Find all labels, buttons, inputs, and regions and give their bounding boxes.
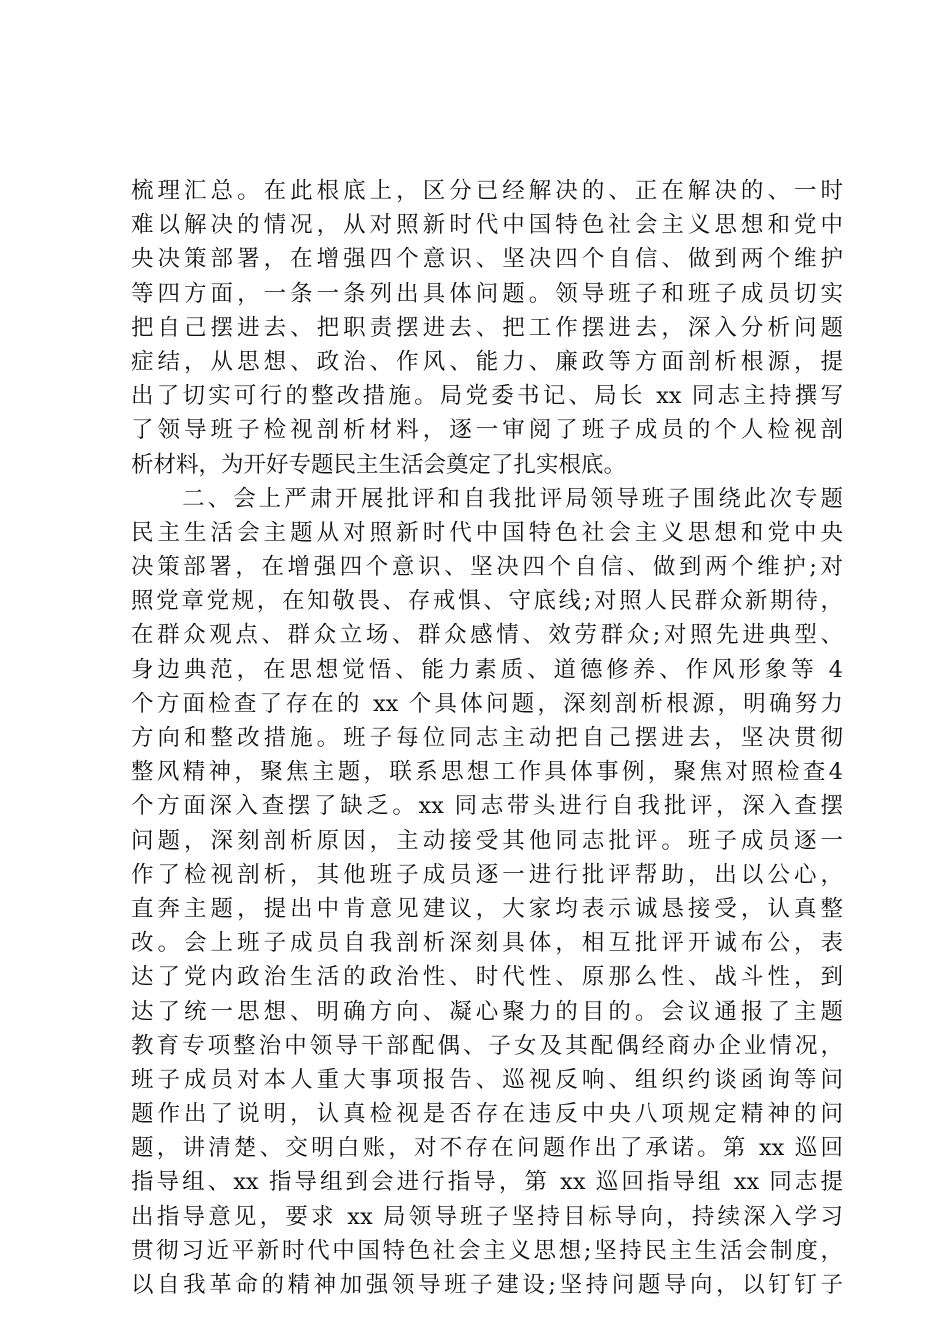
text-line: 达了党内政治生活的政治性、时代性、原那么性、战斗性，到 — [131, 964, 843, 991]
text-line: 直奔主题，提出中肯意见建议，大家均表示诚恳接受，认真整 — [131, 895, 843, 922]
text-line: 问题，深刻剖析原因，主动接受其他同志批评。班子成员逐一 — [131, 827, 843, 854]
text-line: 教育专项整治中领导干部配偶、子女及其配偶经商办企业情况， — [131, 1032, 843, 1059]
text-line: 把自己摆进去、把职责摆进去、把工作摆进去，深入分析问题 — [131, 314, 843, 341]
text-line: 了领导班子检视剖析材料，逐一审阅了班子成员的个人检视剖 — [131, 417, 843, 444]
text-line: 症结，从思想、政治、作风、能力、廉政等方面剖析根源，提 — [131, 348, 843, 375]
text-line: 出了切实可行的整改措施。局党委书记、局长 xx 同志主持撰写 — [131, 383, 843, 410]
text-line: 个方面深入查摆了缺乏。xx 同志带头进行自我批评，深入查摆 — [131, 793, 843, 820]
text-line: 照党章党规，在知敬畏、存戒惧、守底线;对照人民群众新期待， — [131, 588, 843, 615]
text-line: 民主生活会主题从对照新时代中国特色社会主义思想和党中央 — [131, 519, 843, 546]
text-line: 等四方面，一条一条列出具体问题。领导班子和班子成员切实 — [131, 280, 843, 307]
text-line: 在群众观点、群众立场、群众感情、效劳群众;对照先进典型、 — [131, 622, 843, 649]
text-line: 达了统一思想、明确方向、凝心聚力的目的。会议通报了主题 — [131, 998, 843, 1025]
text-line: 题，讲清楚、交明白账，对不存在问题作出了承诺。第 xx 巡回 — [131, 1135, 843, 1162]
text-line: 改。会上班子成员自我剖析深刻具体，相互批评开诚布公，表 — [131, 930, 843, 957]
paragraph-start-line: 二、会上严肃开展批评和自我批评局领导班子围绕此次专题 — [131, 485, 843, 512]
text-line: 整风精神，聚焦主题，联系思想工作具体事例，聚焦对照检查4 — [131, 759, 843, 786]
text-line: 作了检视剖析，其他班子成员逐一进行批评帮助，出以公心， — [131, 861, 843, 888]
text-line: 难以解决的情况，从对照新时代中国特色社会主义思想和党中 — [131, 212, 843, 239]
text-line: 央决策部署，在增强四个意识、坚决四个自信、做到两个维护 — [131, 246, 843, 273]
text-line: 以自我革命的精神加强领导班子建设;坚持问题导向，以钉钉子 — [131, 1272, 843, 1298]
text-line: 决策部署，在增强四个意识、坚决四个自信、做到两个维护;对 — [131, 554, 843, 581]
text-line: 贯彻习近平新时代中国特色社会主义思想;坚持民主生活会制度， — [131, 1237, 843, 1264]
text-line: 出指导意见，要求 xx 局领导班子坚持目标导向，持续深入学习 — [131, 1203, 843, 1230]
text-line: 指导组、xx 指导组到会进行指导，第 xx 巡回指导组 xx 同志提 — [131, 1169, 843, 1196]
paragraph-end-line: 析材料，为开好专题民主生活会奠定了扎实根底。 — [131, 451, 627, 478]
body-text — [131, 174, 843, 1302]
text-line: 题作出了说明，认真检视是否存在违反中央八项规定精神的问 — [131, 1101, 843, 1128]
text-line: 方向和整改措施。班子每位同志主动把自己摆进去，坚决贯彻 — [131, 725, 843, 751]
text-line: 班子成员对本人重大事项报告、巡视反响、组织约谈函询等问 — [131, 1066, 843, 1093]
text-line: 个方面检查了存在的 xx 个具体问题，深刻剖析根源，明确努力 — [131, 690, 843, 717]
text-line: 身边典范，在思想觉悟、能力素质、道德修养、作风形象等 4 — [131, 656, 843, 683]
text-line: 梳理汇总。在此根底上，区分已经解决的、正在解决的、一时 — [131, 178, 843, 204]
